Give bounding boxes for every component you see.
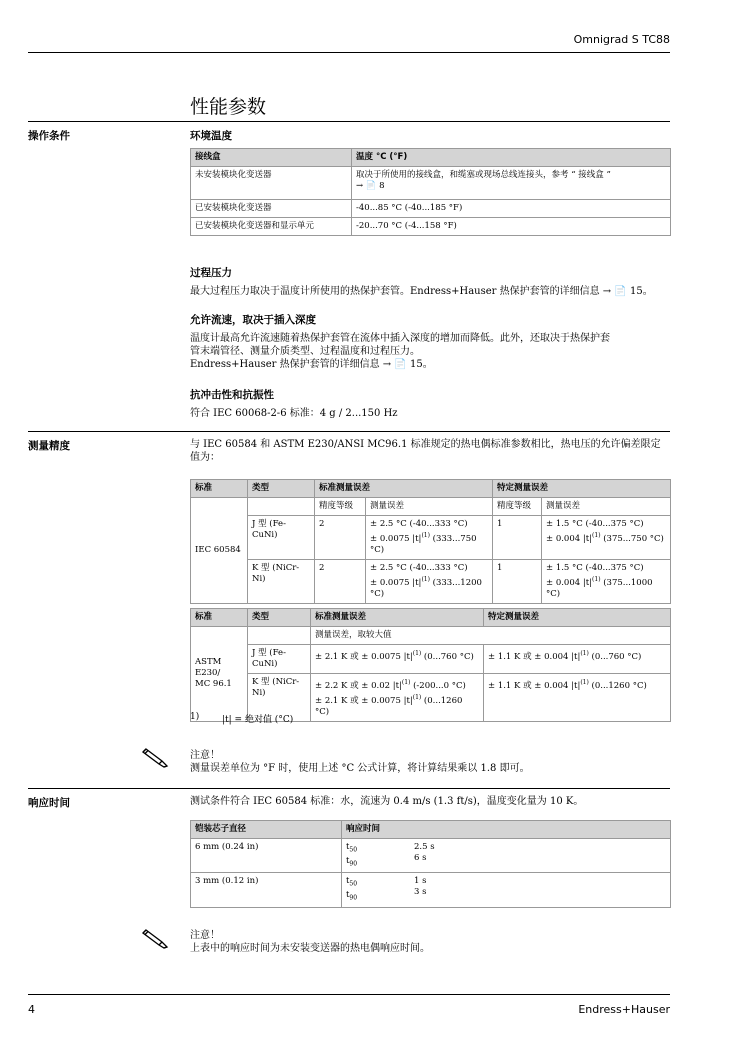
header-product: Omnigrad S TC88 — [573, 33, 670, 46]
astm-header-type: 类型 — [248, 609, 311, 627]
pressure-heading: 过程压力 — [190, 267, 232, 279]
iec-header-standard: 标准 — [191, 480, 248, 498]
page-number: 4 — [28, 1003, 35, 1016]
ambient-row-label: 已安装模块化变送器 — [191, 200, 352, 218]
flow-line-1: 温度计最高允许流速随着热保护套管在流体中插入深度的增加而降低。此外，还取决于热保护套 — [190, 333, 610, 344]
response-note — [190, 929, 430, 955]
response-value-t50: 1 s — [414, 876, 427, 887]
ambient-row-value: -20...70 °C (-4...158 °F) — [352, 218, 671, 236]
iec-standard-cell: IEC 60584 — [191, 498, 248, 604]
iec-j-spec-error-1: ± 1.5 °C (-40...375 °C) — [546, 519, 644, 529]
pencil-note-icon — [142, 926, 172, 950]
accuracy-intro-line-2: 值为： — [190, 452, 220, 463]
accuracy-note — [190, 749, 530, 775]
iec-j-spec-error-2: ± 0.004 $|t|^{(1)}$ (375...750 °C) — [546, 532, 664, 544]
flow-text — [190, 332, 670, 371]
astm-standard-3: MC 96.1 — [195, 679, 232, 690]
footer-brand: Endress+Hauser — [578, 1003, 670, 1016]
ambient-header-box: 接线盒 — [191, 149, 352, 167]
astm-empty-cell — [248, 627, 311, 645]
astm-header-standard: 标准 — [191, 609, 248, 627]
response-header-diameter: 铠装芯子直径 — [191, 821, 342, 839]
astm-k-error-1: ± 2.2 K 或 ± 0.02 $|t|^{(1)}$ (-200...0 °C) — [315, 679, 466, 691]
ambient-row-label: 已安装模块化变送器和显示单元 — [191, 218, 352, 236]
iec-j-error-2: ± 0.0075 $|t|^{(1)}$ (333...750 °C) — [370, 532, 477, 555]
side-label-accuracy: 测量精度 — [28, 440, 70, 452]
astm-j-type: J 型 (Fe-CuNi) — [248, 645, 311, 674]
flow-line-3: Endress+Hauser 热保护套管的详细信息 → 📄 15。 — [190, 359, 433, 370]
response-table — [190, 820, 671, 908]
pressure-text: 最大过程压力取决于温度计所使用的热保护套管。Endress+Hauser 热保护套管的详细信息 → 📄 15。 — [190, 286, 653, 297]
iec-header-type: 类型 — [248, 480, 315, 498]
astm-standard-1: ASTM — [195, 657, 222, 668]
response-header-time: 响应时间 — [342, 821, 671, 839]
side-label-operating: 操作条件 — [28, 130, 70, 142]
ambient-row-text: 取决于所使用的接线盒，和缆塞或现场总线连接头，参考 “ 接线盒 ” — [356, 170, 611, 180]
iec-k-error-1: ± 2.5 °C (-40...333 °C) — [370, 562, 468, 573]
astm-header-std-error: 标准测量误差 — [311, 609, 484, 627]
iec-sub-class: 精度等级 — [315, 498, 366, 516]
response-row-values — [410, 839, 671, 873]
shock-text: 符合 IEC 60068-2-6 标准：4 g / 2...150 Hz — [190, 408, 398, 419]
response-value-t50: 2.5 s — [414, 842, 435, 852]
response-row-values — [410, 873, 671, 907]
iec-header-spec-error: 特定测量误差 — [493, 480, 671, 498]
section-rule-operating — [28, 121, 670, 122]
ambient-row-value — [352, 167, 671, 200]
pencil-note-icon — [142, 745, 172, 769]
ambient-heading: 环境温度 — [190, 130, 232, 142]
response-note-title: 注意！ — [190, 930, 220, 941]
iec-sub-class-spec: 精度等级 — [493, 498, 542, 516]
accuracy-note-text: 测量误差单位为 °F 时，使用上述 °C 公式计算，将计算结果乘以 1.8 即可。 — [190, 763, 530, 774]
ambient-row-value: -40...85 °C (-40...185 °F) — [352, 200, 671, 218]
astm-j-spec-error: ± 1.1 K 或 ± 0.004 $|t|^{(1)}$ (0...760 °C) — [484, 645, 671, 674]
flow-heading: 允许流速，取决于插入深度 — [190, 314, 316, 326]
response-row-symbols: $t_{50}$ $t_{90}$ — [342, 839, 411, 873]
iec-k-spec-error — [542, 559, 671, 603]
response-value-t90: 3 s — [414, 887, 427, 898]
iec-k-class: 2 — [315, 559, 366, 603]
footnote-number: 1) — [190, 712, 200, 722]
response-row-diameter: 3 mm (0.12 in) — [191, 873, 342, 907]
iec-k-spec-class: 1 — [493, 559, 542, 603]
iec-table — [190, 479, 671, 604]
iec-header-std-error: 标准测量误差 — [315, 480, 493, 498]
response-intro: 测试条件符合 IEC 60584 标准：水，流速为 0.4 m/s (1.3 ft/s)，温度变化量为 10 K。 — [190, 796, 584, 807]
iec-k-error — [366, 559, 493, 603]
ambient-row-label: 未安装模块化变送器 — [191, 167, 352, 200]
footnote-text: |t| = 绝对值 (°C) — [222, 715, 294, 725]
iec-j-class: 2 — [315, 516, 366, 560]
accuracy-note-title: 注意！ — [190, 750, 220, 761]
section-rule-response — [28, 788, 670, 789]
iec-j-error — [366, 516, 493, 560]
page-title: 性能参数 — [190, 96, 267, 118]
iec-j-error-1: ± 2.5 °C (-40...333 °C) — [370, 519, 468, 529]
accuracy-intro — [190, 438, 670, 464]
iec-k-type: K 型 (NiCr-Ni) — [248, 559, 315, 603]
iec-j-type: J 型 (Fe-CuNi) — [248, 516, 315, 560]
astm-standard-cell — [191, 627, 248, 722]
astm-k-type: K 型 (NiCr-Ni) — [248, 674, 311, 722]
iec-sub-error: 测量误差 — [366, 498, 493, 516]
header-rule — [28, 52, 670, 53]
astm-sub: 测量误差，取较大值 — [311, 627, 671, 645]
astm-k-error — [311, 674, 484, 722]
response-row-diameter: 6 mm (0.24 in) — [191, 839, 342, 873]
iec-empty-cell — [248, 498, 315, 516]
side-label-response: 响应时间 — [28, 797, 70, 809]
response-value-t90: 6 s — [414, 853, 427, 863]
astm-header-spec-error: 特定测量误差 — [484, 609, 671, 627]
astm-table — [190, 608, 671, 722]
flow-line-2: 管末端管径、测量介质类型、过程温度和过程压力。 — [190, 346, 420, 357]
response-note-text: 上表中的响应时间为未安装变送器的热电偶响应时间。 — [190, 943, 430, 954]
iec-sub-error-spec: 测量误差 — [542, 498, 671, 516]
ambient-header-temp: 温度 °C (°F) — [352, 149, 671, 167]
iec-k-error-2: ± 0.0075 $|t|^{(1)}$ (333...1200 °C) — [370, 575, 482, 599]
accuracy-intro-line-1: 与 IEC 60584 和 ASTM E230/ANSI MC96.1 标准规定的热电偶标准参数相比，热电压的允许偏差限定 — [190, 439, 661, 450]
iec-j-spec-class: 1 — [493, 516, 542, 560]
section-rule-accuracy — [28, 431, 670, 432]
astm-j-error: ± 2.1 K 或 ± 0.0075 $|t|^{(1)}$ (0...760 °C) — [311, 645, 484, 674]
ambient-row-ref: → 📄 8 — [356, 181, 385, 191]
shock-heading: 抗冲击性和抗振性 — [190, 389, 274, 401]
astm-k-spec-error: ± 1.1 K 或 ± 0.004 $|t|^{(1)}$ (0...1260 °C) — [484, 674, 671, 722]
ambient-table — [190, 148, 671, 236]
iec-k-spec-error-1: ± 1.5 °C (-40...375 °C) — [546, 562, 644, 573]
astm-k-error-2: ± 2.1 K 或 ± 0.0075 $|t|^{(1)}$ (0...1260 °C) — [315, 693, 463, 717]
iec-k-spec-error-2: ± 0.004 $|t|^{(1)}$ (375...1000 °C) — [546, 575, 653, 599]
response-row-symbols: $t_{50}$ $t_{90}$ — [342, 873, 411, 907]
footer-rule — [28, 994, 670, 995]
iec-j-spec-error — [542, 516, 671, 560]
astm-standard-2: E230/ — [195, 668, 221, 679]
